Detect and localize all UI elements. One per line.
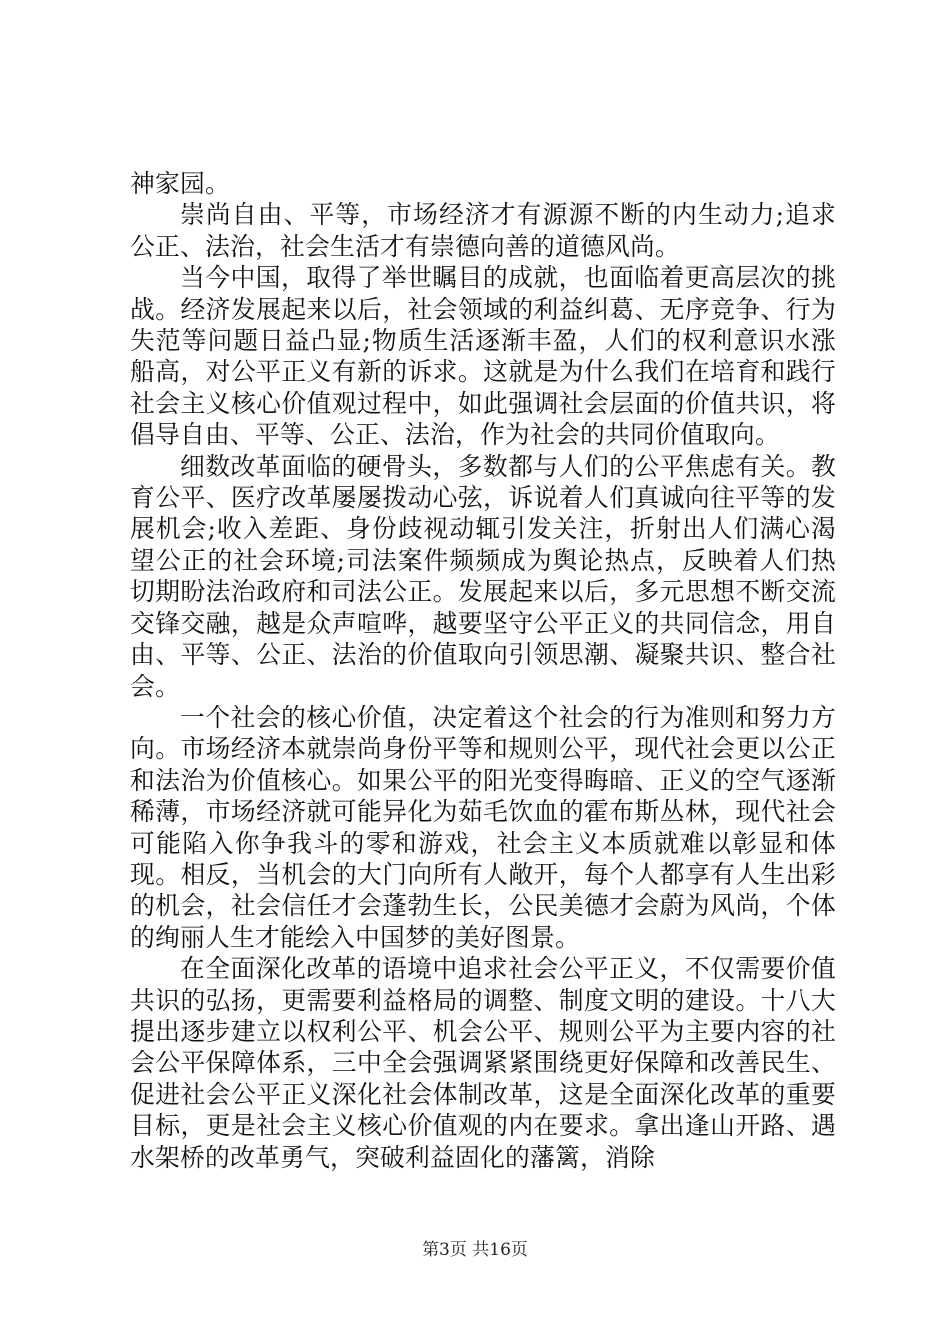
document-body	[130, 168, 836, 1173]
paragraph: 一个社会的核心价值，决定着这个社会的行为准则和努力方向。市场经济本就崇尚身份平等和规则公平，现代社会更以公正和法治为价值核心。如果公平的阳光变得晦暗、正义的空气逐渐稀薄，市场经济就可能异化为茹毛饮血的霍布斯丛林，现代社会可能陷入你争我斗的零和游戏，社会主义本质就难以彰显和体现。相反，当机会的大门向所有人敞开，每个人都享有人生出彩的机会，社会信任才会蓬勃生长，公民美德才会蔚为风尚，个体的绚丽人生才能绘入中国梦的美好图景。	[130, 702, 836, 952]
paragraph: 崇尚自由、平等，市场经济才有源源不断的内生动力;追求公正、法治，社会生活才有崇德向善的道德风尚。	[130, 200, 836, 261]
paragraph-continuation: 神家园。	[130, 169, 230, 198]
paragraph: 在全面深化改革的语境中追求社会公平正义，不仅需要价值共识的弘扬，更需要利益格局的调整、制度文明的建设。十八大提出逐步建立以权利公平、机会公平、规则公平为主要内容的社会公平保障体系，三中全会强调紧紧围绕更好保障和改善民生、促进社会公平正义深化社会体制改革，这是全面深化改革的重要目标，更是社会主义核心价值观的内在要求。拿出逢山开路、遇水架桥的改革勇气，突破利益固化的藩篱，消除	[130, 954, 836, 1172]
paragraph: 当今中国，取得了举世瞩目的成就，也面临着更高层次的挑战。经济发展起来以后，社会领域的利益纠葛、无序竞争、行为失范等问题日益凸显;物质生活逐渐丰盈，人们的权利意识水涨船高，对公平正义有新的诉求。这就是为什么我们在培育和践行社会主义核心价值观过程中，如此强调社会层面的价值共识，将倡导自由、平等、公正、法治，作为社会的共同价值取向。	[130, 263, 836, 450]
paragraph: 细数改革面临的硬骨头，多数都与人们的公平焦虑有关。教育公平、医疗改革屡屡拨动心弦，诉说着人们真诚向往平等的发展机会;收入差距、身份歧视动辄引发关注，折射出人们满心渴望公正的社会环境;司法案件频频成为舆论热点，反映着人们热切期盼法治政府和司法公正。发展起来以后，多元思想不断交流交锋交融，越是众声喧哗，越要坚守公平正义的共同信念，用自由、平等、公正、法治的价值取向引领思潮、凝聚共识、整合社会。	[130, 451, 836, 701]
page-number-footer: 第3页 共16页	[422, 1240, 528, 1260]
